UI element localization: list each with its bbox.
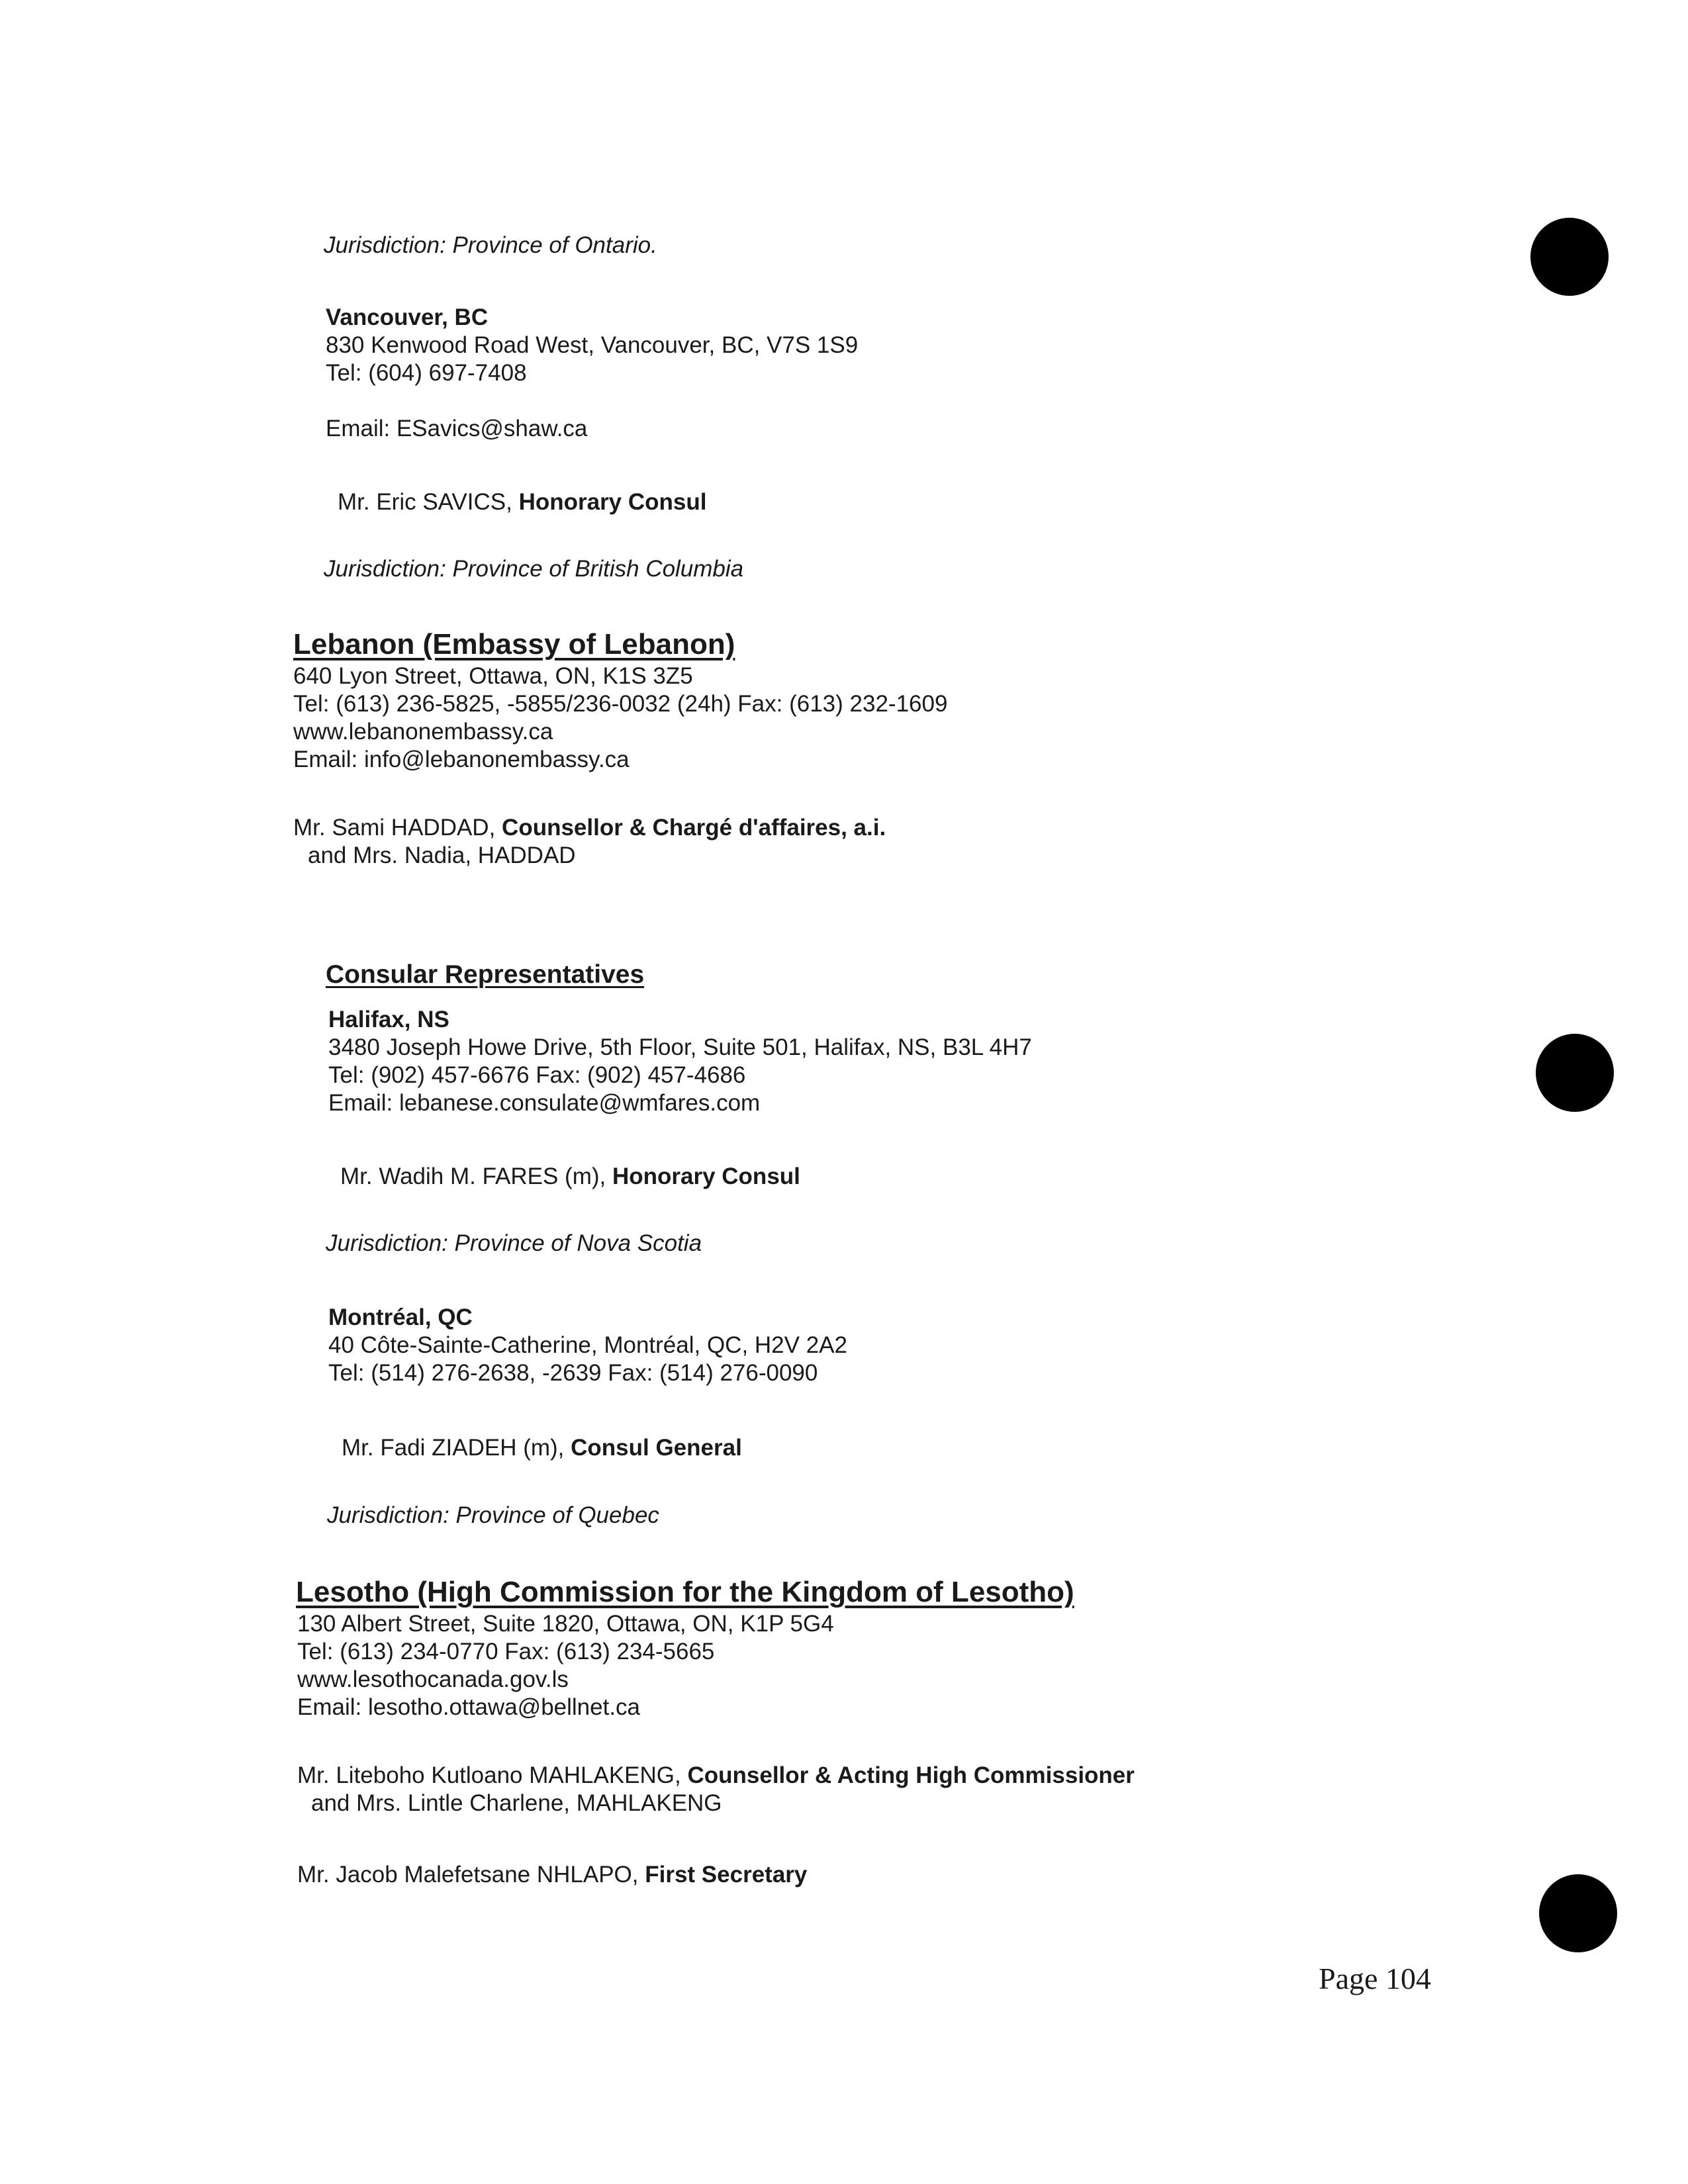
lesotho-spouse: and Mrs. Lintle Charlene, MAHLAKENG [311, 1790, 722, 1816]
halifax-address: 3480 Joseph Howe Drive, 5th Floor, Suite 501, Halifax, NS, B3L 4H7 [328, 1034, 1032, 1060]
vancouver-consul [338, 488, 706, 516]
vancouver-jurisdiction: Jurisdiction: Province of British Columbia [324, 556, 744, 582]
person-title: Counsellor & Chargé d'affaires, a.i. [502, 815, 886, 841]
montreal-consul [342, 1434, 742, 1462]
halifax-email: Email: lebanese.consulate@wmfares.com [328, 1090, 761, 1116]
person-title: Honorary Consul [612, 1163, 800, 1189]
montreal-city: Montréal, QC [328, 1304, 473, 1330]
vancouver-address: 830 Kenwood Road West, Vancouver, BC, V7S 1S9 [326, 332, 859, 358]
person-name: Mr. Liteboho Kutloano MAHLAKENG, [297, 1762, 688, 1788]
person-name: Mr. Wadih M. FARES (m), [340, 1163, 612, 1189]
consular-heading: Consular Representatives [326, 960, 645, 989]
vancouver-email: Email: ESavics@shaw.ca [326, 416, 588, 441]
person-name: Mr. Fadi ZIADEH (m), [342, 1435, 571, 1461]
lebanon-address: 640 Lyon Street, Ottawa, ON, K1S 3Z5 [293, 663, 693, 689]
person-name: Mr. Eric SAVICS, [338, 489, 519, 515]
person-title: Counsellor & Acting High Commissioner [687, 1762, 1135, 1788]
person-name: Mr. Sami HADDAD, [293, 815, 502, 841]
lesotho-tel: Tel: (613) 234-0770 Fax: (613) 234-5665 [297, 1639, 715, 1664]
lebanon-tel: Tel: (613) 236-5825, -5855/236-0032 (24h) Fax: (613) 232-1609 [293, 691, 948, 717]
ontario-jurisdiction: Jurisdiction: Province of Ontario. [324, 232, 657, 258]
vancouver-tel: Tel: (604) 697-7408 [326, 360, 527, 386]
halifax-consul [340, 1163, 800, 1191]
lesotho-heading: Lesotho (High Commission for the Kingdom of Lesotho) [296, 1576, 1074, 1608]
person-title: Honorary Consul [518, 489, 707, 515]
lesotho-email: Email: lesotho.ottawa@bellnet.ca [297, 1694, 641, 1720]
halifax-tel: Tel: (902) 457-6676 Fax: (902) 457-4686 [328, 1062, 746, 1088]
montreal-jurisdiction: Jurisdiction: Province of Quebec [327, 1502, 659, 1528]
lebanon-heading: Lebanon (Embassy of Lebanon) [293, 628, 735, 660]
lesotho-address: 130 Albert Street, Suite 1820, Ottawa, ON, K1P 5G4 [297, 1611, 834, 1637]
lebanon-spouse: and Mrs. Nadia, HADDAD [308, 842, 576, 868]
person-title: First Secretary [645, 1862, 808, 1888]
punch-hole-middle [1536, 1034, 1614, 1112]
lesotho-first-secretary [297, 1861, 807, 1889]
lebanon-charge [293, 814, 886, 842]
lebanon-website: www.lebanonembassy.ca [293, 719, 553, 745]
halifax-city: Halifax, NS [328, 1007, 449, 1032]
montreal-address: 40 Côte-Sainte-Catherine, Montréal, QC, H2V 2A2 [328, 1332, 847, 1358]
punch-hole-top [1530, 218, 1609, 296]
lesotho-website: www.lesothocanada.gov.ls [297, 1666, 569, 1692]
person-title: Consul General [571, 1435, 742, 1461]
punch-hole-bottom [1539, 1874, 1617, 1952]
vancouver-city: Vancouver, BC [326, 304, 489, 330]
page-number: Page 104 [1319, 1962, 1431, 1995]
halifax-jurisdiction: Jurisdiction: Province of Nova Scotia [326, 1230, 702, 1256]
person-name: Mr. Jacob Malefetsane NHLAPO, [297, 1862, 645, 1888]
lebanon-email: Email: info@lebanonembassy.ca [293, 747, 630, 772]
lesotho-acting-commissioner [297, 1762, 1135, 1790]
montreal-tel: Tel: (514) 276-2638, -2639 Fax: (514) 276-0090 [328, 1360, 818, 1386]
